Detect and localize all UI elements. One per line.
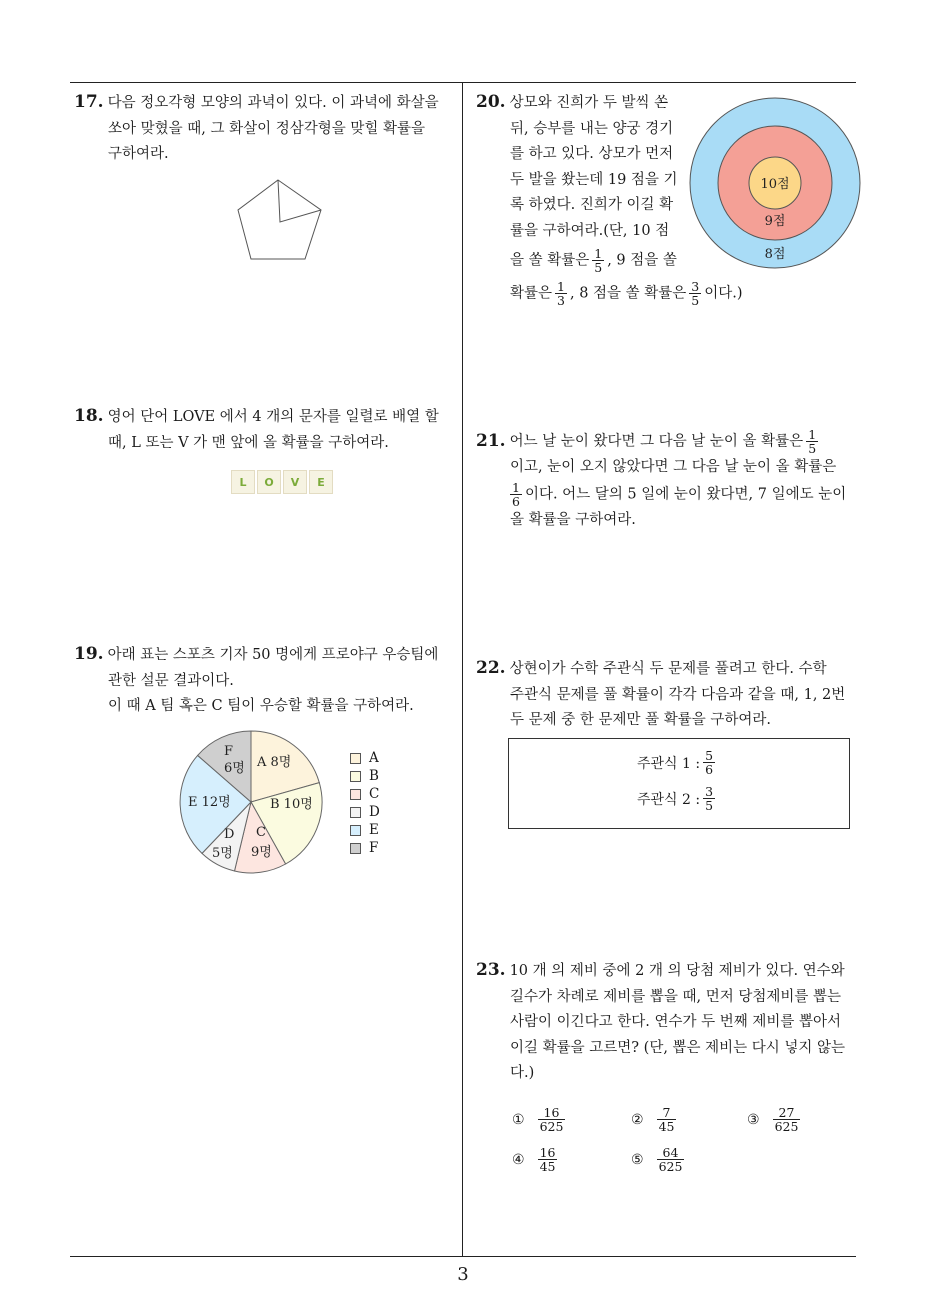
question-19 xyxy=(74,642,460,720)
question-text: 10 개 의 제비 중에 2 개 의 당첨 제비가 있다. 연수와 xyxy=(509,963,845,979)
fraction: $\frac{1}{5}$ xyxy=(594,246,603,275)
question-text: , 9 점을 쏠 xyxy=(607,252,677,269)
probability-box xyxy=(508,738,850,829)
question-text: , 8 점을 쏠 확률은 xyxy=(569,285,687,302)
page-number: 3 xyxy=(457,1264,469,1285)
question-21 xyxy=(476,428,860,533)
pie-label-d: D xyxy=(224,827,235,842)
pie-label-d-count: 5명 xyxy=(212,846,233,861)
pie-label-f: F xyxy=(224,744,234,759)
fraction: $\frac{5}{6}$ xyxy=(705,748,714,777)
legend-swatch xyxy=(350,771,361,782)
legend-label: A xyxy=(369,750,379,766)
question-number: 17. xyxy=(74,92,104,112)
question-text: 록 하였다. 진희가 이길 확 xyxy=(510,197,674,213)
question-number: 21. xyxy=(476,430,506,451)
legend-label: E xyxy=(369,822,379,838)
legend-swatch xyxy=(350,843,361,854)
question-text: 어느 날 눈이 왔다면 그 다음 날 눈이 올 확률은 xyxy=(509,433,804,450)
fraction: $\frac{1}{5}$ xyxy=(808,427,817,456)
question-text: 률을 구하여라.(단, 10 점 xyxy=(510,222,670,239)
legend-item xyxy=(350,803,380,821)
question-23 xyxy=(476,958,860,1087)
pie-label-c: C xyxy=(256,825,266,840)
legend-label: B xyxy=(369,768,379,784)
question-text: 다음 정오각형 모양의 과녁이 있다. 이 과녁에 화살을 xyxy=(107,95,439,111)
pie-legend xyxy=(350,749,380,857)
pie-label-c-count: 9명 xyxy=(251,845,272,860)
question-text: 을 쏠 확률은 xyxy=(510,252,590,269)
question-text: 이다. 어느 달의 5 일에 눈이 왔다면, 7 일에도 눈이 xyxy=(524,486,847,502)
item-label: 주관식 1 : xyxy=(637,755,701,772)
question-number: 22. xyxy=(476,658,506,678)
question-text: 관한 설문 결과이다. xyxy=(108,672,234,689)
question-text: 영어 단어 LOVE 에서 4 개의 문자를 일렬로 배열 할 xyxy=(107,409,439,425)
pie-label-b: B 10명 xyxy=(270,797,313,812)
pie-label-f-count: 6명 xyxy=(224,761,245,776)
question-text: 아래 표는 스포츠 기자 50 명에게 프로야구 우승팀에 xyxy=(107,647,439,663)
question-22 xyxy=(476,656,860,734)
choice-5[interactable]: ⑤ $\frac{64}{625}$ xyxy=(631,1145,683,1174)
question-text: 이 때 A 팀 혹은 C 팀이 우승할 확률을 구하여라. xyxy=(108,698,414,714)
question-18 xyxy=(74,404,460,456)
choice-2[interactable]: ② $\frac{7}{45}$ xyxy=(631,1105,675,1134)
target-label-10: 10점 xyxy=(760,177,790,192)
item-label: 주관식 2 : xyxy=(637,791,701,808)
fraction: $\frac{1}{6}$ xyxy=(512,479,520,509)
love-letter-tiles xyxy=(231,470,333,494)
legend-label: F xyxy=(369,840,379,856)
question-text: 쏘아 맞혔을 때, 그 화살이 정삼각형을 맞힐 확률을 xyxy=(108,120,426,137)
fraction: $\frac{64}{625}$ xyxy=(658,1145,683,1174)
question-text: 구하여라. xyxy=(108,146,169,162)
letter-tile: L xyxy=(231,470,255,494)
question-text: 상현이가 수학 주관식 두 문제를 풀려고 한다. 수학 xyxy=(509,661,827,677)
legend-item xyxy=(350,821,380,839)
bottom-rule xyxy=(70,1256,856,1257)
legend-item xyxy=(350,749,380,767)
question-text: 이길 확률을 고르면? (단, 뽑은 제비는 다시 넣지 않는 xyxy=(510,1039,846,1056)
pie-label-a: A 8명 xyxy=(257,755,292,770)
question-text: 이다.) xyxy=(704,285,743,302)
legend-swatch xyxy=(350,789,361,800)
legend-item xyxy=(350,839,380,857)
question-text: 올 확률을 구하여라. xyxy=(510,511,636,528)
question-text: 때, L 또는 V 가 맨 앞에 올 확률을 구하여라. xyxy=(108,434,389,451)
question-text: 길수가 차례로 제비를 뽑을 때, 먼저 당첨제비를 뽑는 xyxy=(510,988,842,1005)
target-label-9: 9점 xyxy=(764,214,786,229)
letter-tile: E xyxy=(309,470,333,494)
choice-3[interactable]: ③ $\frac{27}{625}$ xyxy=(747,1105,799,1134)
target-label-8: 8점 xyxy=(764,247,786,262)
legend-swatch xyxy=(350,825,361,836)
pie-label-e: E 12명 xyxy=(188,795,231,810)
legend-label: D xyxy=(369,804,380,820)
question-text: 확률은 xyxy=(510,285,553,302)
question-text: 다.) xyxy=(510,1065,535,1081)
fraction: $\frac{16}{625}$ xyxy=(539,1105,564,1134)
legend-swatch xyxy=(350,807,361,818)
legend-item xyxy=(350,767,380,785)
legend-swatch xyxy=(350,753,361,764)
fraction: $\frac{3}{5}$ xyxy=(691,279,700,308)
top-rule xyxy=(70,82,856,83)
fraction: $\frac{7}{45}$ xyxy=(658,1105,675,1134)
question-text: 이고, 눈이 오지 않았다면 그 다음 날 눈이 올 확률은 xyxy=(510,459,837,475)
fraction: $\frac{16}{45}$ xyxy=(539,1145,556,1174)
pentagon-target-figure xyxy=(230,170,330,265)
letter-tile: V xyxy=(283,470,307,494)
question-number: 23. xyxy=(476,960,506,980)
fraction: $\frac{3}{5}$ xyxy=(705,784,714,813)
question-text: 를 하고 있다. 상모가 먼저 xyxy=(510,146,674,162)
question-number: 18. xyxy=(74,406,104,426)
question-text: 사람이 이긴다고 한다. 연수가 두 번째 제비를 뽑아서 xyxy=(510,1014,842,1030)
question-text: 두 발을 쐈는데 19 점을 기 xyxy=(510,171,678,188)
fraction: $\frac{1}{3}$ xyxy=(557,279,565,308)
question-text: 상모와 진희가 두 발씩 쏜 xyxy=(509,95,669,111)
question-17 xyxy=(74,90,460,168)
question-number: 19. xyxy=(74,644,104,664)
fraction: $\frac{27}{625}$ xyxy=(774,1105,799,1134)
question-text: 뒤, 승부를 내는 양궁 경기 xyxy=(510,120,674,137)
choice-4[interactable]: ④ $\frac{16}{45}$ xyxy=(512,1145,556,1174)
question-text: 두 문제 중 한 문제만 풀 확률을 구하여라. xyxy=(510,712,771,728)
pie-chart xyxy=(178,729,324,875)
column-divider xyxy=(462,82,463,1256)
question-number: 20. xyxy=(476,92,506,112)
letter-tile: O xyxy=(257,470,281,494)
choice-1[interactable]: ① $\frac{16}{625}$ xyxy=(512,1105,564,1134)
legend-label: C xyxy=(369,786,380,802)
question-text: 주관식 문제를 풀 확률이 각각 다음과 같을 때, 1, 2번 xyxy=(510,686,846,703)
legend-item xyxy=(350,785,380,803)
archery-target-figure xyxy=(689,97,861,269)
